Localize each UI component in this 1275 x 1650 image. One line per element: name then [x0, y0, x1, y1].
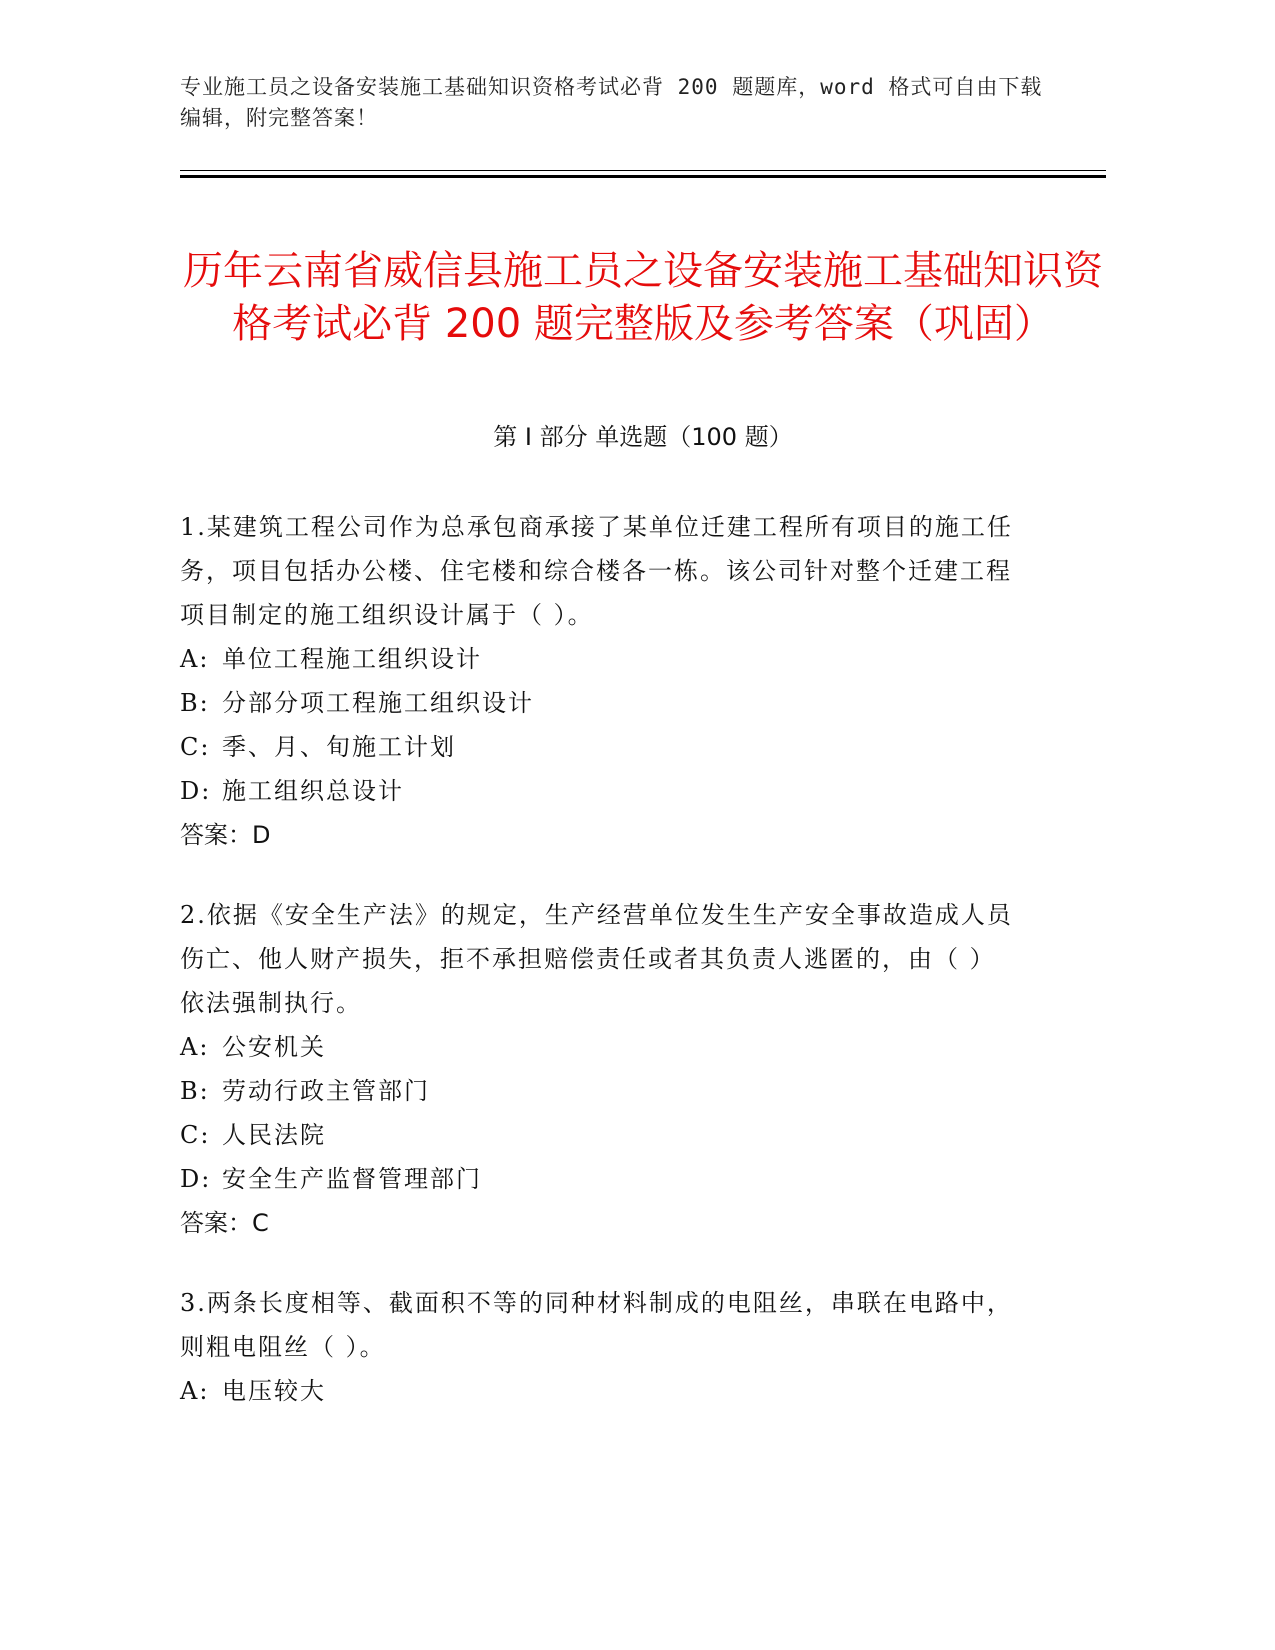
- option-letter: C:: [180, 733, 211, 761]
- option-text: 人民法院: [222, 1121, 326, 1149]
- option-letter: D:: [180, 777, 212, 805]
- option-text: 分部分项工程施工组织设计: [222, 689, 534, 717]
- option-a: [180, 637, 1020, 681]
- option-text: 电压较大: [222, 1377, 326, 1405]
- option-text: 季、月、旬施工计划: [222, 733, 456, 761]
- option-a: [180, 1369, 1020, 1413]
- option-b: [180, 681, 1020, 725]
- option-a: [180, 1025, 1020, 1069]
- question-stem: 1.某建筑工程公司作为总承包商承接了某单位迁建工程所有项目的施工任务，项目包括办公楼、住宅楼和综合楼各一栋。该公司针对整个迁建工程项目制定的施工组织设计属于（ ）。: [180, 513, 1013, 629]
- document-title: 历年云南省威信县施工员之设备安装施工基础知识资格考试必背 200 题完整版及参考答案（巩固）: [183, 247, 1103, 347]
- option-text: 公安机关: [222, 1033, 326, 1061]
- question-list: [180, 505, 1020, 1449]
- option-letter: D:: [180, 1165, 212, 1193]
- option-c: [180, 1113, 1020, 1157]
- answer-line: 答案：C: [180, 1209, 269, 1237]
- option-letter: B:: [180, 1077, 210, 1105]
- option-letter: C:: [180, 1121, 211, 1149]
- question-stem: 3.两条长度相等、截面积不等的同种材料制成的电阻丝，串联在电路中，则粗电阻丝（ ）。: [180, 1289, 1013, 1361]
- option-d: [180, 769, 1020, 813]
- option-letter: A:: [180, 1377, 210, 1405]
- option-d: [180, 1157, 1020, 1201]
- header-note: 专业施工员之设备安装施工基础知识资格考试必背 200 题题库，word 格式可自由下载编辑，附完整答案！: [180, 75, 1043, 130]
- question-3: [180, 1281, 1020, 1413]
- option-letter: A:: [180, 1033, 210, 1061]
- option-letter: B:: [180, 689, 210, 717]
- option-c: [180, 725, 1020, 769]
- question-2: [180, 893, 1020, 1245]
- question-stem: 2.依据《安全生产法》的规定，生产经营单位发生生产安全事故造成人员伤亡、他人财产损失，拒不承担赔偿责任或者其负责人逃匿的，由（ ）依法强制执行。: [180, 901, 1013, 1017]
- option-text: 安全生产监督管理部门: [222, 1165, 482, 1193]
- option-letter: A:: [180, 645, 210, 673]
- header-divider-thick: [180, 175, 1106, 178]
- option-text: 施工组织总设计: [222, 777, 404, 805]
- section-heading: 第 I 部分 单选题（100 题）: [493, 423, 793, 451]
- option-b: [180, 1069, 1020, 1113]
- option-text: 单位工程施工组织设计: [222, 645, 482, 673]
- question-1: [180, 505, 1020, 857]
- answer-line: 答案：D: [180, 821, 271, 849]
- header-divider-thin: [180, 170, 1106, 171]
- option-text: 劳动行政主管部门: [222, 1077, 430, 1105]
